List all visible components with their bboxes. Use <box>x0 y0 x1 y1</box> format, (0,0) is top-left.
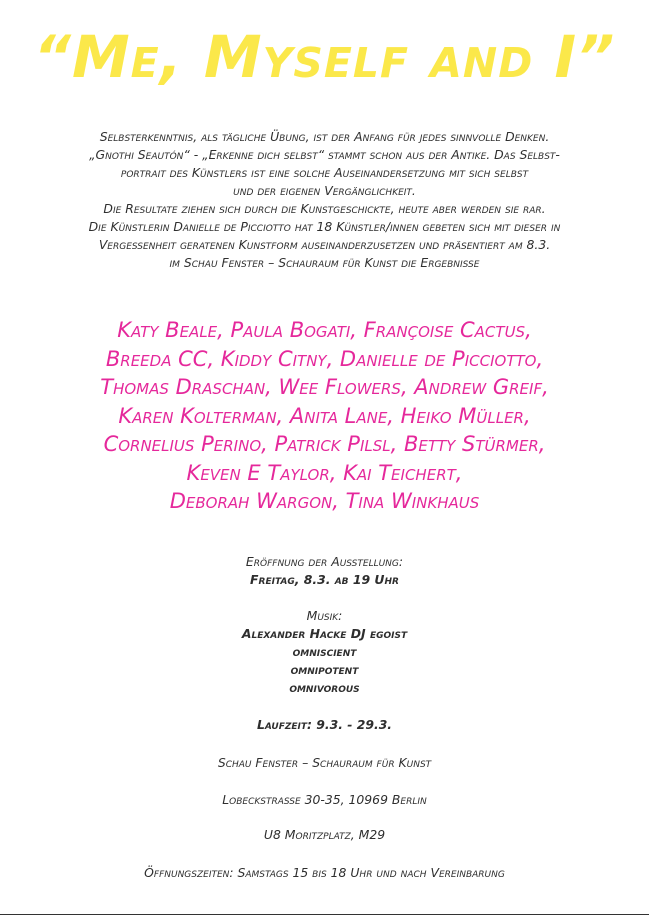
music-line: omnipotent <box>290 662 359 677</box>
venue-name: Schau Fenster – Schauraum für Kunst <box>217 755 432 770</box>
intro-line: Selbsterkenntnis, als tägliche Übung, ist der Anfang für jedes sinnvolle Denken. <box>99 129 550 144</box>
intro-line: Vergessenheit geratenen Kunstform auseinanderzusetzen und präsentiert am 8.3. <box>98 237 551 252</box>
artist-line: Karen Kolterman, Anita Lane, Heiko Müller, <box>118 403 531 428</box>
artist-line: Keven E Taylor, Kai Teichert, <box>186 460 463 485</box>
intro-line: Die Künstlerin Danielle de Picciotto hat 18 Künstler/innen gebeten sich mit dieser in <box>88 219 561 234</box>
opening-date: Freitag, 8.3. ab 19 Uhr <box>250 572 399 587</box>
intro-line: portrait des Künstlers ist eine solche Auseinandersetzung mit sich selbst <box>120 165 529 180</box>
intro-line: und der eigenen Vergänglichkeit. <box>233 183 416 198</box>
music-label: Musik: <box>306 608 343 623</box>
artist-line: Katy Beale, Paula Bogati, Françoise Cactus, <box>117 318 532 342</box>
music-line: omnivorous <box>289 680 360 695</box>
exhibition-title: “Me, Myself and I” <box>33 23 616 91</box>
intro-line: „Gnothi Seautón“ - „Erkenne dich selbst“ stammt schon aus der Antike. Das Selbst- <box>89 147 560 162</box>
opening-hours: Öffnungszeiten: Samstags 15 bis 18 Uhr und nach Vereinbarung <box>144 865 505 880</box>
artist-list <box>0 316 649 516</box>
runtime: Laufzeit: 9.3. - 29.3. <box>256 717 393 732</box>
venue-address: Lobeckstrasse 30-35, 10969 Berlin <box>222 792 427 807</box>
opening-label: Eröffnung der Ausstellung: <box>245 554 404 569</box>
intro-line: im Schau Fenster – Schauraum für Kunst die Ergebnisse <box>169 255 480 270</box>
music-line: omniscient <box>292 644 357 659</box>
music-line: Alexander Hacke DJ egoist <box>241 626 408 641</box>
artist-line: Thomas Draschan, Wee Flowers, Andrew Greif, <box>100 375 549 399</box>
intro-line: Die Resultate ziehen sich durch die Kunstgeschickte, heute aber werden sie rar. <box>103 201 546 216</box>
intro-text <box>20 128 629 272</box>
artist-line: Breeda CC, Kiddy Citny, Danielle de Picciotto, <box>105 346 544 371</box>
artist-line: Deborah Wargon, Tina Winkhaus <box>169 489 480 513</box>
artist-line: Cornelius Perino, Patrick Pilsl, Betty Stürmer, <box>103 432 546 456</box>
bottom-divider <box>0 914 649 915</box>
transport-info: U8 Moritzplatz, M29 <box>263 827 386 842</box>
